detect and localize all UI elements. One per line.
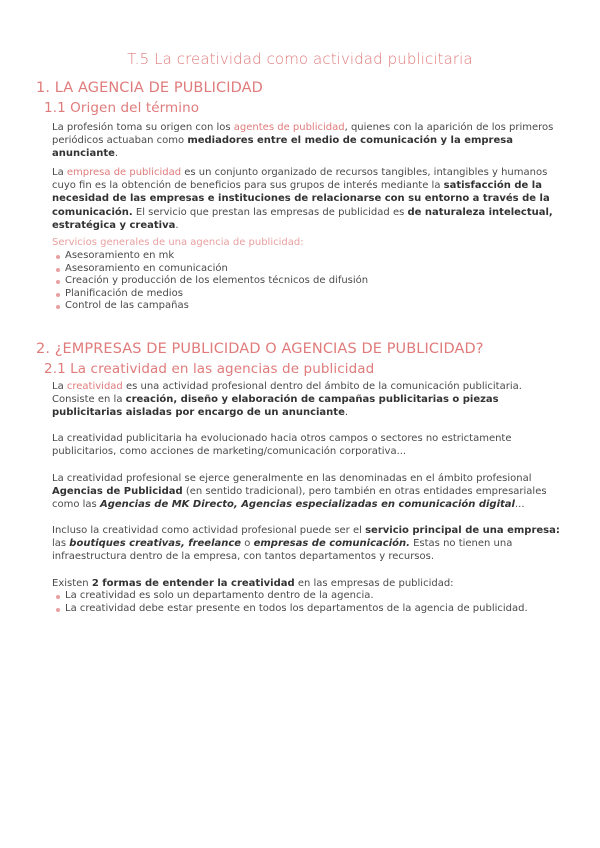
text: . [114,148,119,160]
bold-text: mediadores entre el medio de comunicación y la empresa anunciante [52,135,513,160]
paragraph-formas [52,577,562,590]
bold-italic-text: Agencias de MK Directo, Agencias especializadas en comunicación digital [99,499,515,511]
section-1-heading: 1. LA AGENCIA DE PUBLICIDAD [36,80,263,96]
bold-italic-text: boutiques creativas, freelance [69,538,242,550]
text: La profesión toma su origen con los [52,122,234,133]
list-item: Planificación de medios [56,288,561,301]
text: es un conjunto organizado de recursos tangibles, intangibles y humanos cuyo fin es la obtención de beneficios para sus grupos de interés mediante la [52,167,548,192]
text: Estas no tienen una infraestructura dentro de la empresa, con tantos departamentos y recursos. [52,538,513,563]
text: (en sentido tradicional), pero también en otras entidades empresariales como las [52,486,547,511]
paragraph-creatividad [52,380,562,420]
bold-text: 2 formas de entender la creatividad [91,578,295,589]
services-title: Servicios generales de una agencia de publicidad: [52,237,304,248]
bold-text: de naturaleza intelectual, estratégica y creativa [52,206,553,231]
forms-list [56,590,561,615]
text: La [52,167,67,178]
list-item: Asesoramiento en comunicación [56,263,561,276]
highlight-term: agentes de publicidad [233,122,345,133]
text: las [52,538,70,550]
text: La [52,381,67,392]
section-1-1-heading: 1.1 Origen del término [44,100,200,116]
bold-text: creación, diseño y elaboración de campañas publicitarias o piezas publicitarias aisladas por encargo de un anunciante [52,394,499,419]
bold-italic-text: empresas de comunicación. [253,538,410,550]
section-2-1-heading: 2.1 La creatividad en las agencias de publicidad [44,361,375,377]
highlight-term: empresa de publicidad [66,167,182,178]
paragraph-servicio-principal [52,524,562,564]
paragraph-agencias [52,472,562,512]
list-item: La creatividad debe estar presente en todos los departamentos de la agencia de publicidad. [56,603,561,616]
text: es una actividad profesional dentro del ámbito de la comunicación publicitaria. Consiste en la [52,381,522,406]
text: Incluso la creatividad como actividad profesional puede ser el [52,525,366,536]
text: La creatividad profesional se ejerce generalmente en las denominadas en el ámbito profesional [52,473,532,484]
section-2-heading: 2. ¿EMPRESAS DE PUBLICIDAD O AGENCIAS DE PUBLICIDAD? [36,341,484,357]
paragraph-evolucion: La creatividad publicitaria ha evolucionado hacia otros campos o sectores no estrictamente publicitarios, como acciones de marketing/comunicación corporativa... [52,433,512,458]
text: o [241,538,254,550]
text: Existen [52,578,92,589]
text: . [344,407,349,419]
services-list [56,250,561,313]
paragraph-empresa-publicidad [52,166,562,232]
bold-text: Agencias de Publicidad [52,486,183,498]
bold-text: satisfacción de la necesidad de las empresas e instituciones de relacionarse con su entorno a través de la comunicación. [52,180,550,218]
list-item: Control de las campañas [56,300,561,313]
highlight-term: creatividad [66,381,123,392]
list-item: La creatividad es solo un departamento dentro de la agencia. [56,590,561,603]
list-item: Asesoramiento en mk [56,250,561,263]
document-title: T.5 La creatividad como actividad publicitaria [127,50,473,68]
text: . [175,219,179,231]
list-item: Creación y producción de los elementos técnicos de difusión [56,275,561,288]
paragraph-origin [52,121,562,161]
text: El servicio que prestan las empresas de publicidad es [132,206,408,218]
text: , quienes con la aparición de los primeros periódicos actuaban como [52,122,554,147]
bold-text: servicio principal de una empresa: [365,525,560,536]
text: en las empresas de publicidad: [294,578,454,589]
text: ... [514,499,525,511]
